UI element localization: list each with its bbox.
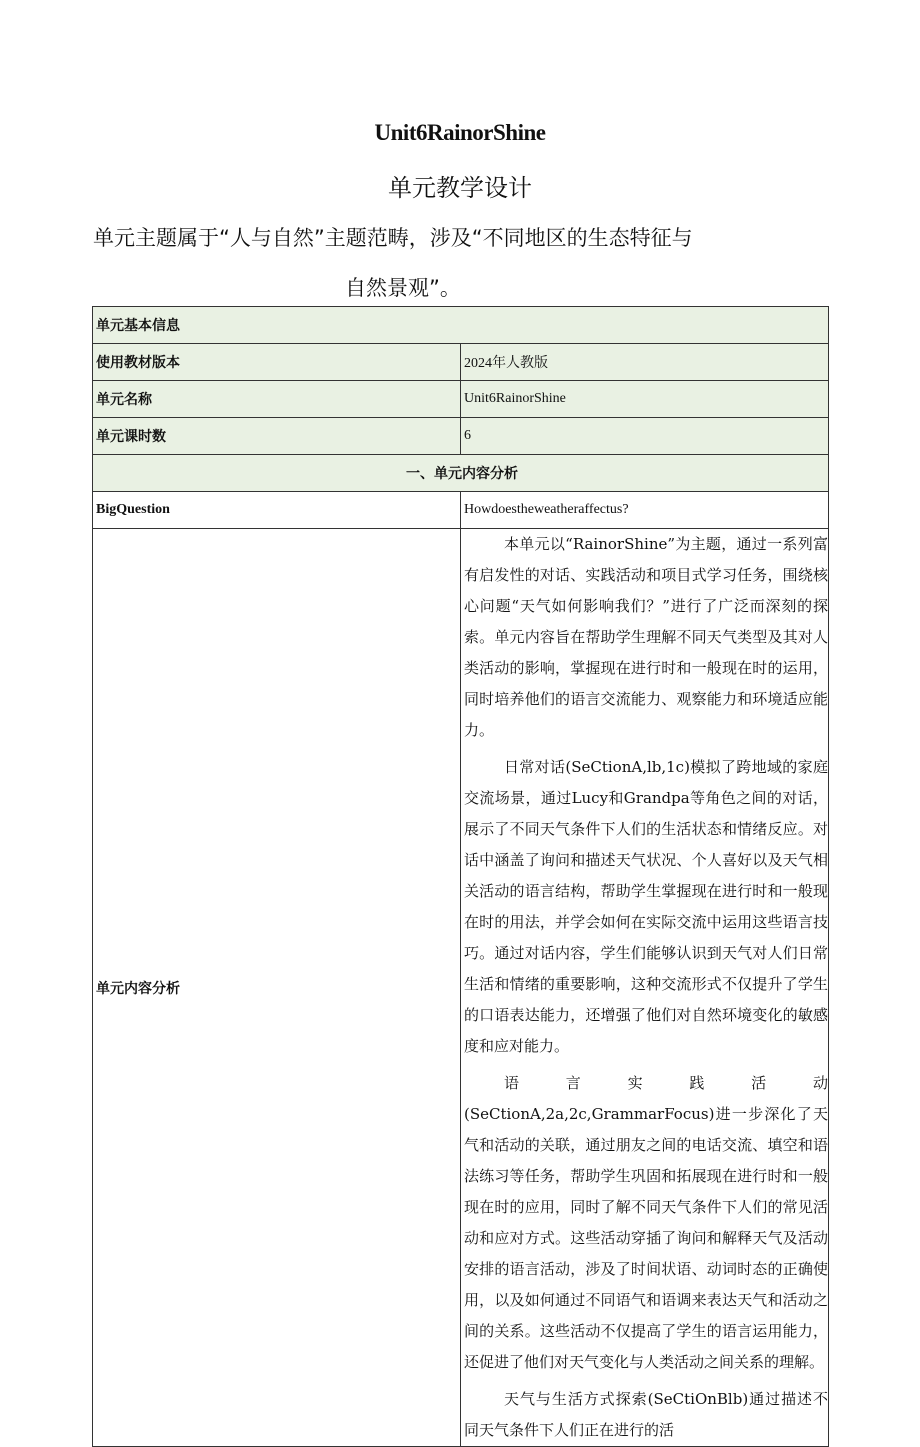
big-question-label: BigQuestion <box>93 492 461 529</box>
content-paragraph: 日常对话(SeCtionA,lb,1c)模拟了跨地域的家庭交流场景，通过Lucy和Grandpa等角色之间的对话，展示了不同天气条件下人们的生活状态和情绪反应。对话中涵盖了询问和描述天气状况、个人喜好以及天气相关活动的语言结构，帮助学生掌握现在进行时和一般现在时的用法，并学会如何在实际交流中运用这些语言技巧。通过对话内容，学生们能够认识到天气对人们日常生活和情绪的重要影响，这种交流形式不仅提升了学生的口语表达能力，还增强了他们对自然环境变化的敏感度和应对能力。 <box>464 758 828 1055</box>
unit-theme-line-2: 自然景观”。 <box>345 276 461 300</box>
content-analysis-label: 单元内容分析 <box>93 529 461 1447</box>
content-paragraph: 语言实践活动(SeCtionA,2a,2c,GrammarFocus)进一步深化了天气和活动的关联，通过朋友之间的电话交流、填空和语法练习等任务，帮助学生巩固和拓展现在进行时和一般现在时的应用，同时了解不同天气条件下人们的常见活动和应对方式。这些活动穿插了询问和解释天气及活动安排的语言活动，涉及了时间状语、动词时态的正确使用，以及如何通过不同语气和语调来表达天气和活动之间的关系。这些活动不仅提高了学生的语言运用能力，还促进了他们对天气变化与人类活动之间关系的理解。 <box>464 1074 828 1371</box>
content-paragraph: 本单元以“RainorShine”为主题，通过一系列富有启发性的对话、实践活动和项目式学习任务，围绕核心问题“天气如何影响我们？”进行了广泛而深刻的探索。单元内容旨在帮助学生理解不同天气类型及其对人类活动的影响，掌握现在进行时和一般现在时的运用，同时培养他们的语言交流能力、观察能力和环境适应能力。 <box>464 535 828 739</box>
unit-name-label: 单元名称 <box>93 381 461 418</box>
lesson-count-row <box>93 418 829 455</box>
document-title: Unit6RainorShine <box>374 120 546 145</box>
section-1-title: 一、单元内容分析 <box>93 455 829 492</box>
textbook-version-value: 2024年人教版 <box>461 344 829 381</box>
content-analysis-row <box>93 529 829 1447</box>
big-question-value: Howdoestheweatheraffectus? <box>461 492 829 529</box>
basic-info-label: 单元基本信息 <box>93 307 829 344</box>
content-analysis-body <box>461 529 829 1447</box>
basic-info-row <box>93 307 829 344</box>
textbook-version-row <box>93 344 829 381</box>
textbook-version-label: 使用教材版本 <box>93 344 461 381</box>
section-header-row <box>93 455 829 492</box>
unit-theme-line-1: 单元主题属于“人与自然”主题范畴，涉及“不同地区的生态特征与 <box>93 226 693 250</box>
unit-name-row <box>93 381 829 418</box>
lesson-count-label: 单元课时数 <box>93 418 461 455</box>
unit-design-table <box>92 306 829 1447</box>
unit-name-value: Unit6RainorShine <box>461 381 829 418</box>
big-question-row <box>93 492 829 529</box>
content-paragraph: 天气与生活方式探索(SeCtiOnBlb)通过描述不同天气条件下人们正在进行的活 <box>464 1390 828 1439</box>
document-subtitle: 单元教学设计 <box>388 174 532 202</box>
lesson-count-value: 6 <box>461 418 829 455</box>
